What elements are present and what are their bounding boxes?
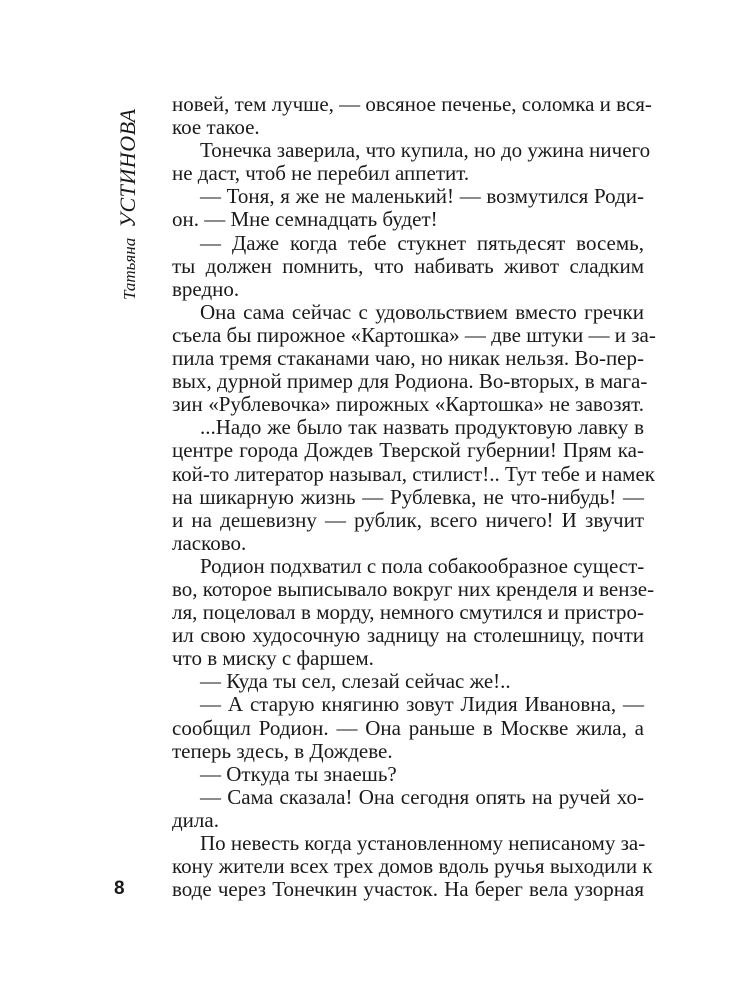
author-first-name: Татьяна	[120, 237, 139, 300]
text-line: дила.	[172, 807, 219, 832]
text-line: сообщил Родион. — Она раньше в Москве жила, а	[172, 715, 644, 740]
text-line: По невесть когда установленному неписаному за-	[200, 831, 646, 855]
text-line: ты должен помнить, что набивать живот сладким	[172, 253, 644, 278]
text-line: ласково.	[172, 530, 247, 555]
text-line: теперь здесь, в Дождеве.	[172, 738, 393, 763]
text-line: воде через Тонечкин участок. На берег вела узорная	[172, 877, 644, 902]
text-line: зин «Рублевочка» пирожных «Картошка» не завозят.	[172, 392, 644, 417]
text-line: Она сама сейчас с удовольствием вместо гречки	[200, 299, 644, 324]
text-line: вредно.	[172, 276, 240, 301]
text-line: кое такое.	[172, 115, 260, 140]
text-line: ...Надо же было так назвать продуктовую лавку в	[200, 415, 644, 440]
text-line: кой-то литератор называл, стилист!.. Тут тебе и намек	[172, 461, 655, 486]
text-line: — Откуда ты знаешь?	[200, 761, 397, 786]
text-line: и на дешевизну — рублик, всего ничего! И звучит	[172, 507, 644, 532]
body-text	[172, 92, 656, 902]
text-line: — А старую княгиню зовут Лидия Ивановна, —	[200, 692, 644, 717]
text-line: на шикарную жизнь — Рублевка, не что-нибудь! —	[172, 484, 644, 509]
text-line: кону жители всех трех домов вдоль ручья выходили к	[172, 854, 653, 879]
running-header	[115, 90, 143, 300]
text-line: — Куда ты сел, слезай сейчас же!..	[200, 669, 511, 694]
text-line: — Тоня, я же не маленький! — возмутился Роди-	[200, 184, 644, 209]
page-number: 8	[114, 878, 125, 899]
text-line: Тонечка заверила, что купила, но до ужина ничего	[200, 138, 651, 163]
text-line: во, которое выписывало вокруг них кренделя и вензе-	[172, 576, 655, 601]
text-line: ля, поцеловал в морду, немного смутился и пристро-	[172, 600, 644, 625]
text-line: — Сама сказала! Она сегодня опять на ручей хо-	[200, 784, 644, 809]
text-line: что в миску с фаршем.	[172, 646, 374, 671]
text-line: вых, дурной пример для Родиона. Во-вторых, в мага-	[172, 369, 648, 394]
text-line: новей, тем лучше, — овсяное печенье, соломка и вся-	[172, 92, 652, 116]
text-line: не даст, чтоб не перебил аппетит.	[172, 161, 470, 186]
text-line: пила тремя стаканами чаю, но никак нельзя. Во-пер-	[172, 346, 644, 371]
author-last-name: УСТИНОВА	[115, 108, 140, 228]
text-line: — Даже когда тебе стукнет пятьдесят восемь,	[200, 230, 644, 255]
text-line: Родион подхватил с пола собакообразное сущест-	[200, 553, 645, 578]
text-line: съела бы пирожное «Картошка» — две штуки — и за-	[172, 322, 656, 347]
text-line: ил свою худосочную задницу на столешницу, почти	[172, 623, 644, 648]
text-line: он. — Мне семнадцать будет!	[172, 207, 438, 232]
text-line: центре города Дождев Тверской губернии! Прям ка-	[172, 438, 644, 463]
